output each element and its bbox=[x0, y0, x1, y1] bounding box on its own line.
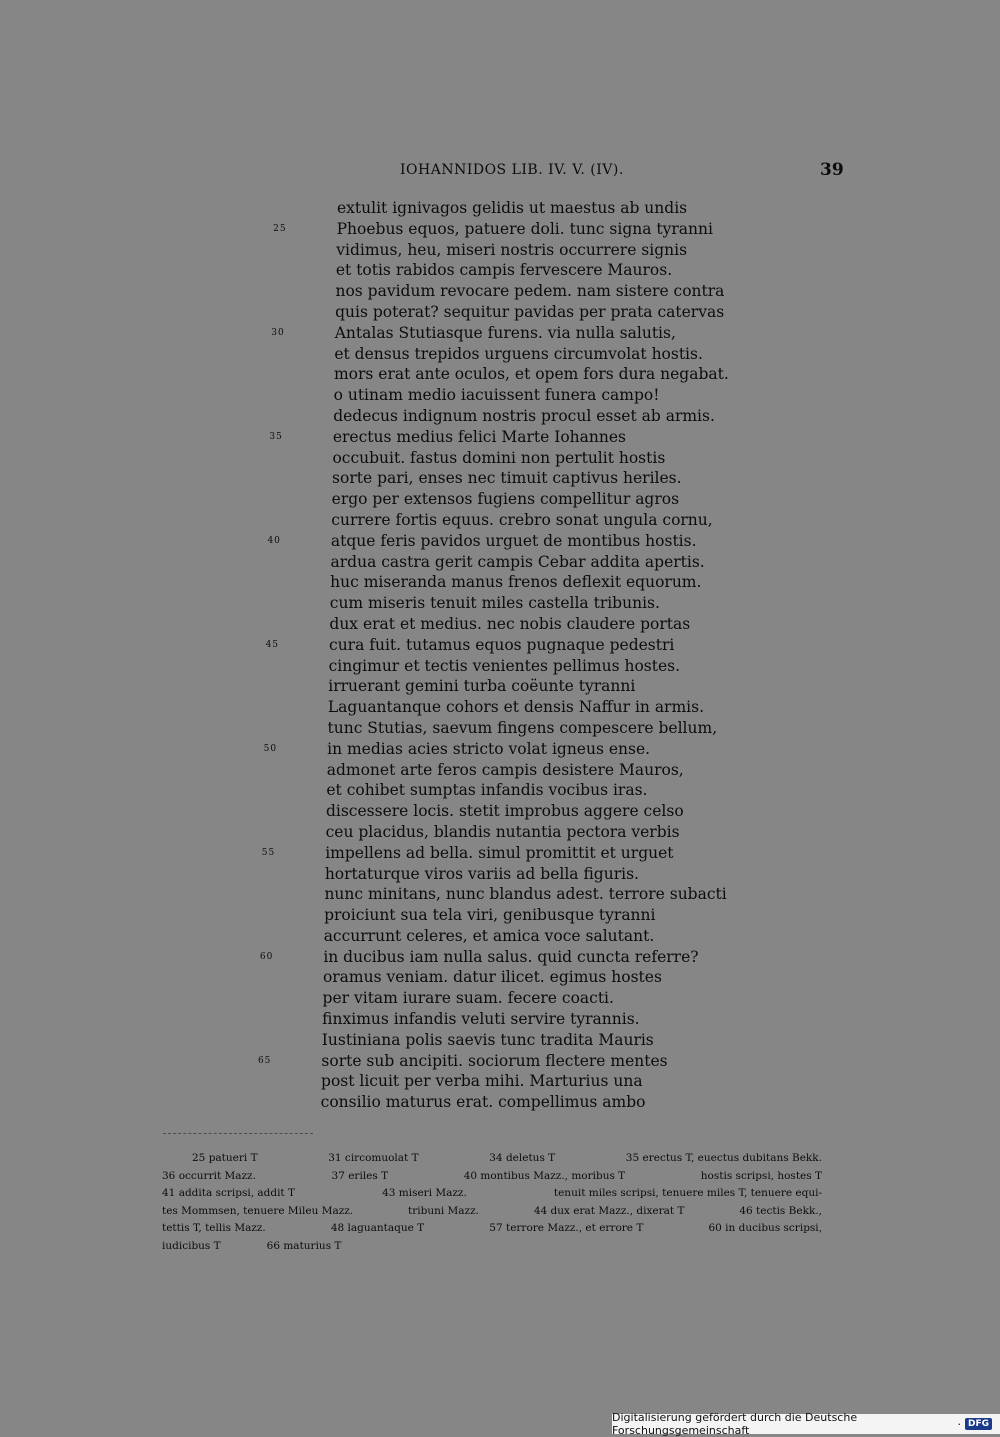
verse-text: et totis rabidos campis fervescere Mauros. bbox=[335, 261, 673, 280]
verse-line bbox=[0, 780, 1000, 801]
apparatus-entry: 41 addita scripsi, addit T bbox=[162, 1187, 295, 1199]
verse-text: sorte sub ancipiti. sociorum flectere mentes bbox=[321, 1051, 668, 1070]
line-number: 40 bbox=[267, 535, 281, 546]
verse-text: o utinam medio iacuissent funera campo! bbox=[333, 386, 660, 405]
verse-text: cum miseris tenuit miles castella tribunis. bbox=[329, 594, 660, 613]
verse-text: et densus trepidos urguens circumvolat hostis. bbox=[334, 344, 703, 363]
verse-line bbox=[0, 760, 1000, 781]
line-number: 60 bbox=[259, 951, 274, 962]
verse-line bbox=[0, 656, 1000, 677]
verse-text: Iustiniana polis saevis tunc tradita Mauris bbox=[321, 1030, 654, 1049]
verse-text: per vitam iurare suam. fecere coacti. bbox=[322, 989, 614, 1008]
line-number: 45 bbox=[265, 639, 280, 650]
verse-text: mors erat ante oculos, et opem fors dura negabat. bbox=[333, 365, 729, 384]
verse-line bbox=[0, 219, 1000, 240]
verse-text: Laguantanque cohors et densis Naffur in armis. bbox=[327, 698, 704, 717]
verse-text: in ducibus iam nulla salus. quid cuncta referre? bbox=[323, 947, 699, 966]
apparatus-line bbox=[162, 1220, 822, 1238]
verse-line bbox=[0, 676, 1000, 697]
apparatus-entry: 48 laguantaque T bbox=[330, 1222, 425, 1234]
line-number: 55 bbox=[261, 847, 276, 858]
verse-text: irruerant gemini turba coëunte tyranni bbox=[328, 677, 636, 696]
verse-line bbox=[0, 510, 1000, 531]
apparatus-entry: tes Mommsen, tenuere Mileu Mazz. bbox=[162, 1204, 354, 1217]
verse-text: post licuit per verba mihi. Marturius una bbox=[321, 1072, 643, 1091]
verse-line bbox=[0, 302, 1000, 323]
verse-text: ceu placidus, blandis nutantia pectora verbis bbox=[325, 822, 680, 841]
apparatus-entry: iudicibus T bbox=[162, 1239, 221, 1252]
running-head: IOHANNIDOS LIB. IV. V. (IV). bbox=[400, 162, 624, 178]
verse-line bbox=[0, 905, 1000, 926]
page-number: 39 bbox=[820, 160, 844, 180]
verse-text: discessere locis. stetit improbus aggere celso bbox=[325, 802, 684, 821]
footnote-rule bbox=[163, 1133, 313, 1135]
verse-text: cura fuit. tutamus equos pugnaque pedestri bbox=[329, 635, 675, 654]
verse-line bbox=[0, 739, 1000, 760]
verse-line bbox=[0, 344, 1000, 365]
apparatus-line bbox=[162, 1185, 822, 1203]
verse-text: cingimur et tectis venientes pellimus hostes. bbox=[328, 656, 681, 675]
verse-text: atque feris pavidos urguet de montibus hostis. bbox=[330, 531, 697, 550]
verse-text: dedecus indignum nostris procul esset ab armis. bbox=[333, 406, 715, 425]
apparatus-entry: 25 patueri T bbox=[192, 1152, 258, 1164]
verse-text: impellens ad bella. simul promittit et urguet bbox=[325, 843, 674, 862]
verse-line bbox=[0, 198, 1000, 219]
verse-text: dux erat et medius. nec nobis claudere portas bbox=[329, 614, 691, 633]
verse-text: finximus infandis veluti servire tyrannis. bbox=[322, 1010, 640, 1029]
apparatus-entry: 43 miseri Mazz. bbox=[382, 1187, 467, 1199]
apparatus-entry: 66 maturius T bbox=[266, 1239, 342, 1252]
apparatus-line bbox=[162, 1238, 822, 1256]
verse-line bbox=[0, 552, 1000, 573]
verse-line bbox=[0, 1071, 1000, 1092]
line-number: 65 bbox=[257, 1055, 272, 1066]
funding-credit: Digitalisierung gefördert durch die Deutsche Forschungsgemeinschaft · DFG bbox=[612, 1414, 1000, 1434]
verse-line bbox=[0, 967, 1000, 988]
line-number: 50 bbox=[263, 743, 278, 754]
verse-line bbox=[0, 427, 1000, 448]
verse-text: consilio maturus erat. compellimus ambo bbox=[320, 1093, 646, 1112]
verse-text: ardua castra gerit campis Cebar addita apertis. bbox=[330, 552, 705, 571]
verse-text: oramus veniam. datur ilicet. egimus hostes bbox=[322, 968, 662, 987]
verse-line bbox=[0, 843, 1000, 864]
verse-line bbox=[0, 884, 1000, 905]
apparatus-entry: tribuni Mazz. bbox=[408, 1204, 479, 1217]
verse-line bbox=[0, 614, 1000, 635]
verse-text: hortaturque viros variis ad bella figuris. bbox=[324, 864, 639, 883]
verse-text: nunc minitans, nunc blandus adest. terrore subacti bbox=[324, 885, 727, 904]
apparatus-line bbox=[162, 1203, 822, 1221]
verse-text: nos pavidum revocare pedem. nam sistere contra bbox=[335, 282, 725, 301]
apparatus-line bbox=[162, 1150, 822, 1168]
verse-text: quis poterat? sequitur pavidas per prata catervas bbox=[335, 302, 725, 321]
apparatus-entry: tenuit miles scripsi, tenuere miles T, tenuere equi- bbox=[553, 1187, 822, 1199]
verse-text: erectus medius felici Marte Iohannes bbox=[332, 427, 626, 446]
apparatus-entry: 46 tectis Bekk., bbox=[739, 1204, 822, 1217]
apparatus-entry: 34 deletus T bbox=[489, 1152, 556, 1164]
verse-line bbox=[0, 281, 1000, 302]
verse-text: huc miseranda manus frenos deflexit equorum. bbox=[330, 573, 702, 592]
verse-line bbox=[0, 864, 1000, 885]
verse-line bbox=[0, 240, 1000, 261]
verse-text: sorte pari, enses nec timuit captivus heriles. bbox=[332, 469, 682, 488]
apparatus-entry: hostis scripsi, hostes T bbox=[700, 1169, 822, 1182]
verse-line bbox=[0, 801, 1000, 822]
verse-line bbox=[0, 323, 1000, 344]
apparatus-entry: 44 dux erat Mazz., dixerat T bbox=[533, 1204, 685, 1217]
verse-text: admonet arte feros campis desistere Mauros, bbox=[326, 760, 684, 779]
verse-text: proiciunt sua tela viri, genibusque tyranni bbox=[324, 906, 656, 925]
line-number: 30 bbox=[271, 327, 285, 338]
verse-text: Phoebus equos, patuere doli. tunc signa tyranni bbox=[336, 219, 713, 238]
verse-line bbox=[0, 364, 1000, 385]
verse-text: Antalas Stutiasque furens. via nulla salutis, bbox=[334, 323, 676, 342]
verse-line bbox=[0, 385, 1000, 406]
verse-line bbox=[0, 718, 1000, 739]
verse-text: accurrunt celeres, et amica voce salutant. bbox=[323, 926, 655, 945]
verse-text: ergo per extensos fugiens compellitur agros bbox=[331, 490, 680, 509]
verse-text: vidimus, heu, miseri nostris occurrere signis bbox=[336, 240, 688, 259]
verse-block bbox=[0, 198, 1000, 1113]
verse-line bbox=[0, 489, 1000, 510]
verse-text: currere fortis equus. crebro sonat ungula cornu, bbox=[331, 510, 713, 529]
apparatus-entry: 35 erectus T, euectus dubitans Bekk. bbox=[625, 1152, 822, 1164]
line-number: 25 bbox=[273, 223, 287, 234]
verse-line bbox=[0, 531, 1000, 552]
apparatus-entry: 40 montibus Mazz., moribus T bbox=[463, 1169, 626, 1182]
verse-line bbox=[0, 1030, 1000, 1051]
verse-line bbox=[0, 947, 1000, 968]
verse-line bbox=[0, 697, 1000, 718]
funding-credit-text: Digitalisierung gefördert durch die Deutsche Forschungsgemeinschaft bbox=[612, 1411, 858, 1437]
verse-text: occubuit. fastus domini non pertulit hostis bbox=[332, 448, 666, 467]
apparatus-entry: 37 eriles T bbox=[331, 1169, 389, 1182]
apparatus-line bbox=[162, 1168, 822, 1186]
apparatus-entry: 60 in ducibus scripsi, bbox=[708, 1222, 822, 1234]
verse-text: tunc Stutias, saevum fingens compescere bellum, bbox=[327, 718, 718, 737]
dfg-logo: DFG bbox=[965, 1418, 992, 1430]
verse-line bbox=[0, 822, 1000, 843]
apparatus-entry: 36 occurrit Mazz. bbox=[162, 1169, 256, 1182]
apparatus-entry: 57 terrore Mazz., et errore T bbox=[489, 1222, 644, 1234]
verse-line bbox=[0, 1092, 1000, 1113]
verse-line bbox=[0, 988, 1000, 1009]
verse-line bbox=[0, 260, 1000, 281]
apparatus-entry: 31 circomuolat T bbox=[328, 1152, 419, 1164]
verse-line bbox=[0, 635, 1000, 656]
verse-line bbox=[0, 572, 1000, 593]
line-number: 35 bbox=[269, 431, 283, 442]
verse-line bbox=[0, 1009, 1000, 1030]
verse-line bbox=[0, 448, 1000, 469]
critical-apparatus bbox=[162, 1150, 822, 1255]
verse-text: et cohibet sumptas infandis vocibus iras. bbox=[326, 781, 648, 800]
verse-line bbox=[0, 468, 1000, 489]
apparatus-entry: tettis T, tellis Mazz. bbox=[162, 1222, 266, 1234]
verse-line bbox=[0, 1051, 1000, 1072]
verse-line bbox=[0, 406, 1000, 427]
verse-text: extulit ignivagos gelidis ut maestus ab undis bbox=[337, 199, 688, 217]
verse-line bbox=[0, 593, 1000, 614]
verse-text: in medias acies stricto volat igneus ense. bbox=[327, 739, 651, 758]
verse-line bbox=[0, 926, 1000, 947]
